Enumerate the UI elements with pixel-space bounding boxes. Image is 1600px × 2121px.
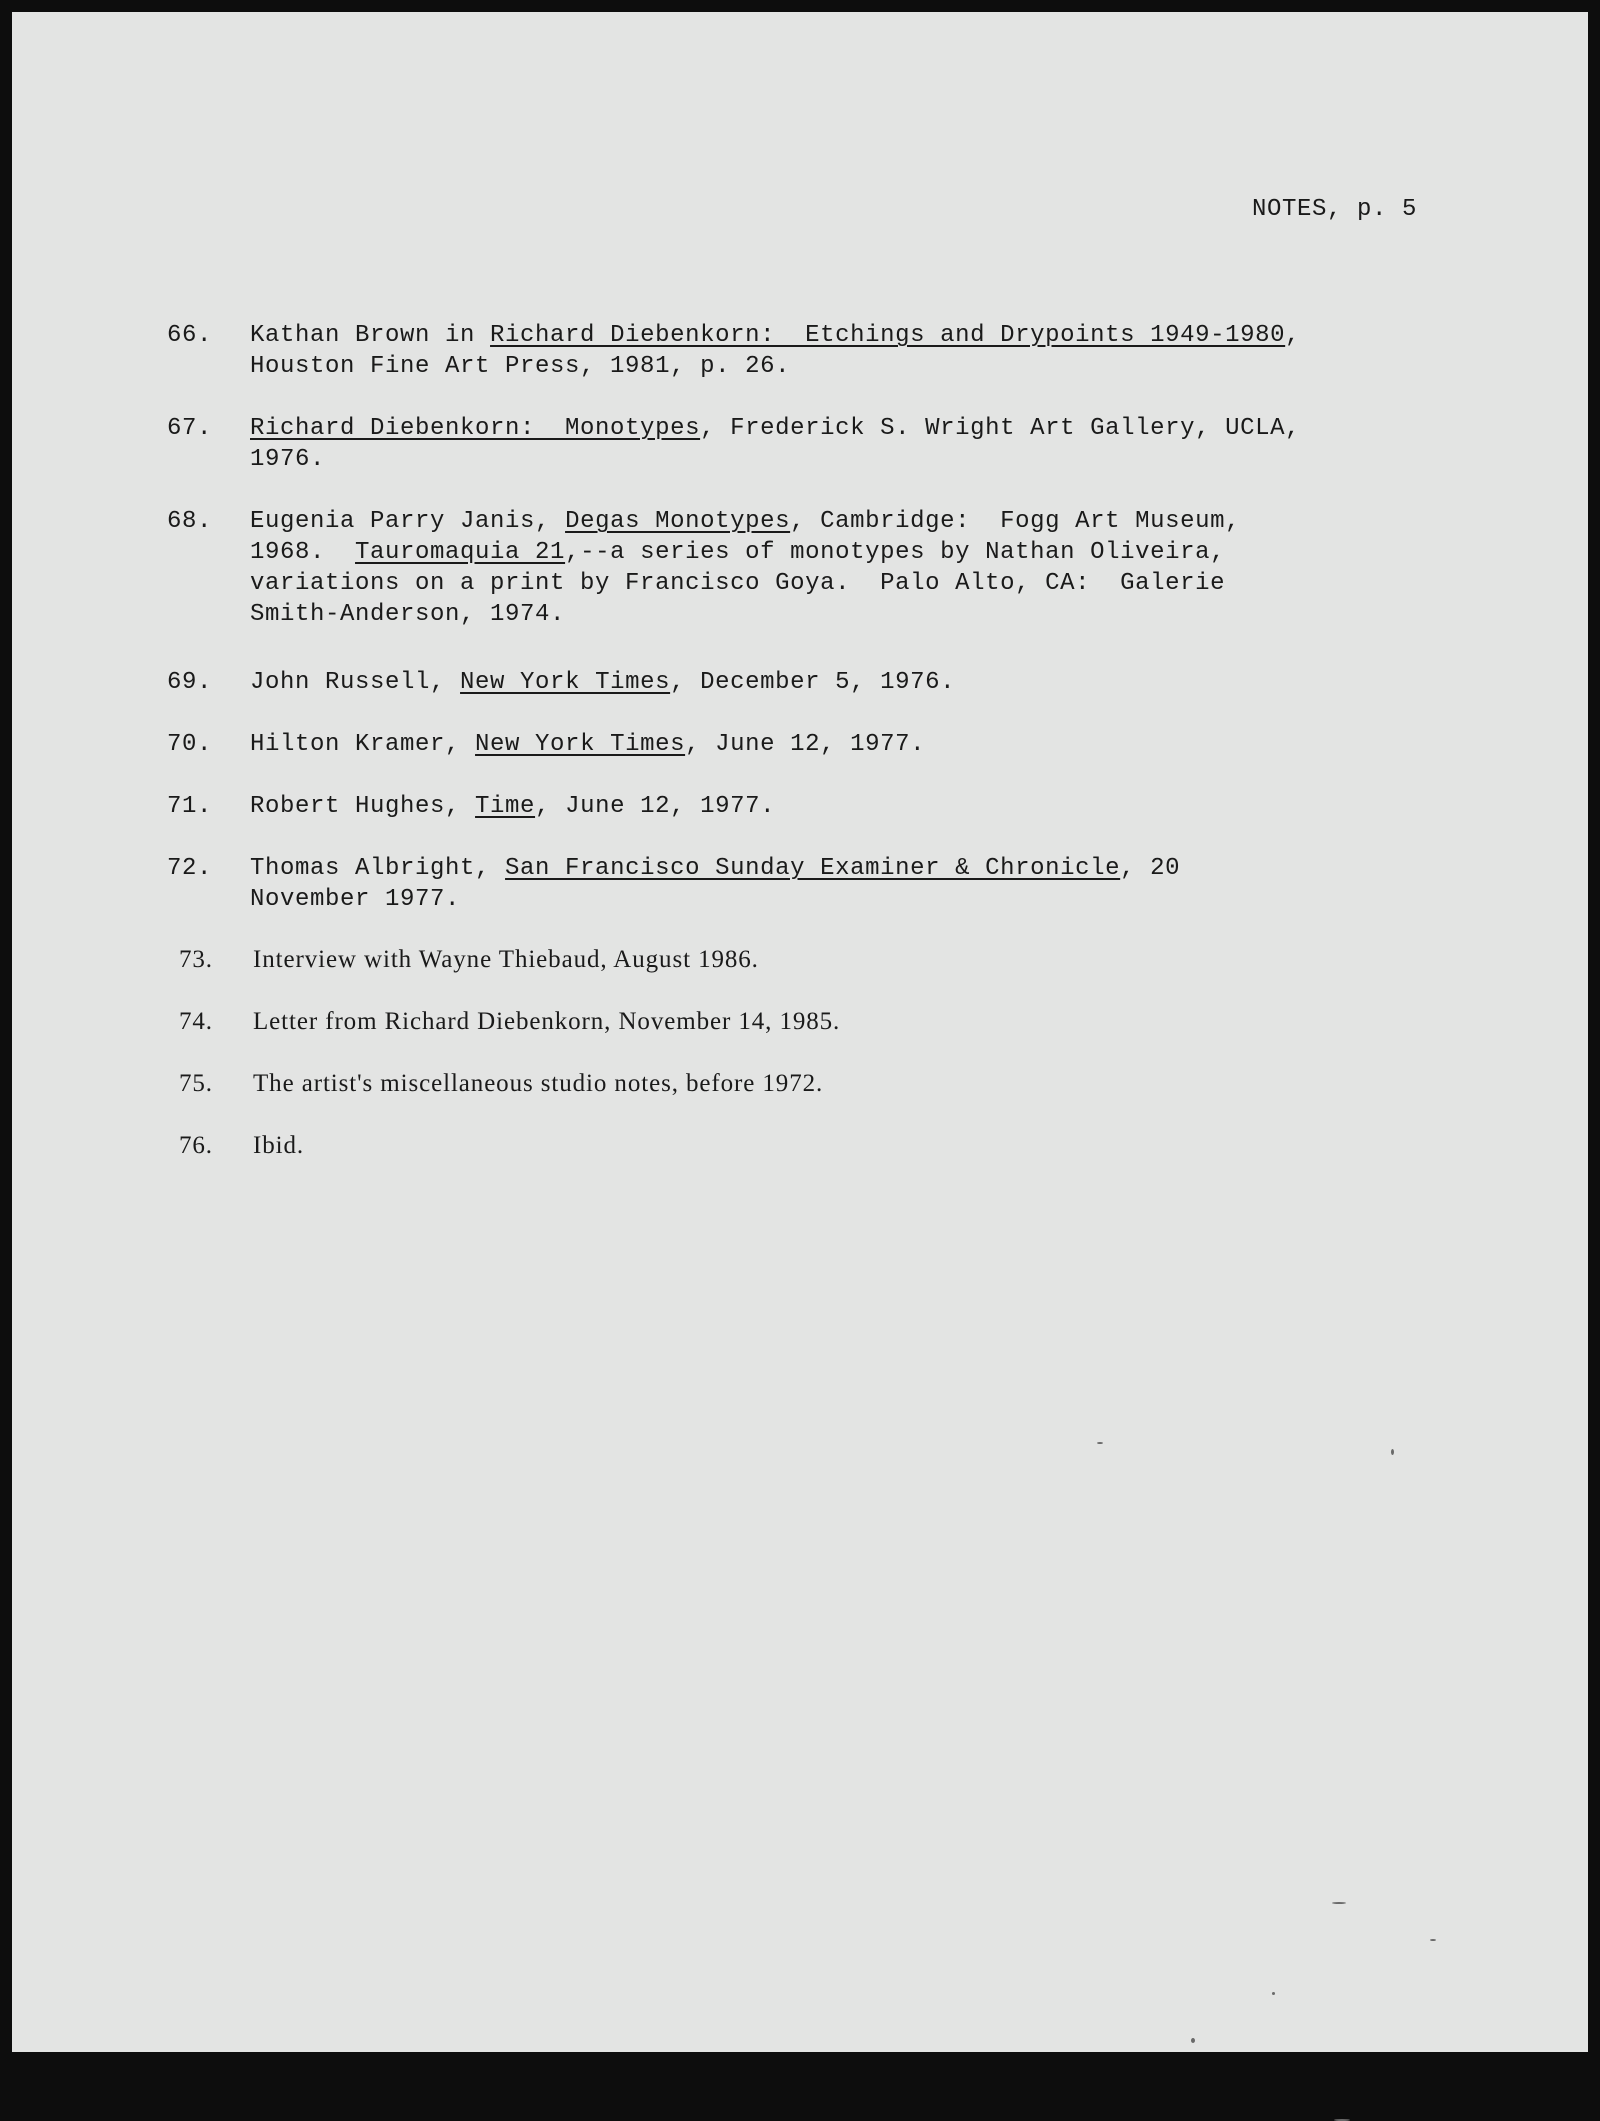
note-segment: Hilton Kramer,: [250, 731, 476, 758]
note-number: 74.: [179, 1008, 213, 1035]
note-number: 66.: [167, 322, 213, 349]
page-header: NOTES, p. 5: [1252, 196, 1418, 223]
scan-speck: [1191, 2038, 1195, 2043]
note-segment: Letter from Richard Diebenkorn, November 14, 1985.: [253, 1008, 841, 1035]
note-line: [253, 1130, 1453, 1161]
note-line: [250, 791, 1450, 822]
note-segment: Interview with Wayne Thiebaud, August 1986.: [253, 946, 759, 973]
note-segment: The artist's miscellaneous studio notes, before 1972.: [253, 1070, 824, 1097]
note-text: [250, 320, 1450, 382]
note-title: Tauromaquia 21: [355, 539, 566, 566]
note-number: 70.: [167, 731, 213, 758]
scan-speck: [1272, 1992, 1275, 1995]
note-segment: , Cambridge: Fogg Art Museum,: [790, 508, 1241, 535]
note-segment: , December 5, 1976.: [670, 669, 956, 696]
note-number: 71.: [167, 793, 213, 820]
scan-speck: [1391, 1449, 1394, 1455]
note-text: [250, 729, 1450, 760]
note-segment: variations on a print by Francisco Goya. Palo Alto, CA: Galerie: [250, 570, 1226, 597]
note-line: [253, 1068, 1453, 1099]
note-text: [250, 413, 1450, 475]
note-line: [250, 884, 1450, 915]
note-number: 73.: [179, 946, 213, 973]
note-line: [250, 537, 1450, 568]
note-segment: John Russell,: [250, 669, 461, 696]
note-number: 75.: [179, 1070, 213, 1097]
note-line: [250, 599, 1450, 630]
scan-speck: [1332, 1902, 1346, 1904]
note-segment: ,: [1285, 322, 1301, 349]
note-segment: Houston Fine Art Press, 1981, p. 26.: [250, 353, 791, 380]
note-line: [250, 413, 1450, 444]
note-segment: Ibid.: [253, 1132, 305, 1159]
note-text: [250, 791, 1450, 822]
note-line: [250, 506, 1450, 537]
note-segment: 1976.: [250, 446, 326, 473]
note-segment: 1968.: [250, 539, 356, 566]
note-line: [253, 1006, 1453, 1037]
note-line: [250, 729, 1450, 760]
note-segment: , June 12, 1977.: [535, 793, 776, 820]
note-title: New York Times: [460, 669, 671, 696]
note-segment: , Frederick S. Wright Art Gallery, UCLA,: [700, 415, 1301, 442]
note-segment: Eugenia Parry Janis,: [250, 508, 566, 535]
note-number: 69.: [167, 669, 213, 696]
note-segment: ,--a series of monotypes by Nathan Oliveira,: [565, 539, 1226, 566]
note-line: [250, 320, 1450, 351]
scan-speck: [1097, 1442, 1103, 1444]
note-title: Time: [475, 793, 536, 820]
note-segment: November 1977.: [250, 886, 461, 913]
note-text: [250, 506, 1450, 630]
note-number: 67.: [167, 415, 213, 442]
note-title: Richard Diebenkorn: Etchings and Drypoints 1949-1980: [490, 322, 1286, 349]
note-segment: , 20: [1120, 855, 1181, 882]
note-line: [250, 667, 1450, 698]
note-title: Degas Monotypes: [565, 508, 791, 535]
note-text: [253, 944, 1453, 975]
note-segment: Thomas Albright,: [250, 855, 506, 882]
note-text: [253, 1006, 1453, 1037]
document-page: [12, 12, 1588, 2052]
scan-speck: [1430, 1939, 1436, 1941]
note-line: [250, 444, 1450, 475]
note-segment: Smith-Anderson, 1974.: [250, 601, 566, 628]
note-segment: Robert Hughes,: [250, 793, 476, 820]
note-text: [250, 853, 1450, 915]
note-text: [253, 1068, 1453, 1099]
note-number: 76.: [179, 1132, 213, 1159]
note-number: 68.: [167, 508, 213, 535]
note-title: San Francisco Sunday Examiner & Chronicle: [505, 855, 1121, 882]
note-line: [253, 944, 1453, 975]
note-text: [250, 667, 1450, 698]
note-line: [250, 351, 1450, 382]
note-title: Richard Diebenkorn: Monotypes: [250, 415, 701, 442]
note-title: New York Times: [475, 731, 686, 758]
note-line: [250, 853, 1450, 884]
note-text: [253, 1130, 1453, 1161]
note-segment: Kathan Brown in: [250, 322, 491, 349]
note-segment: , June 12, 1977.: [685, 731, 926, 758]
note-line: [250, 568, 1450, 599]
note-number: 72.: [167, 855, 213, 882]
